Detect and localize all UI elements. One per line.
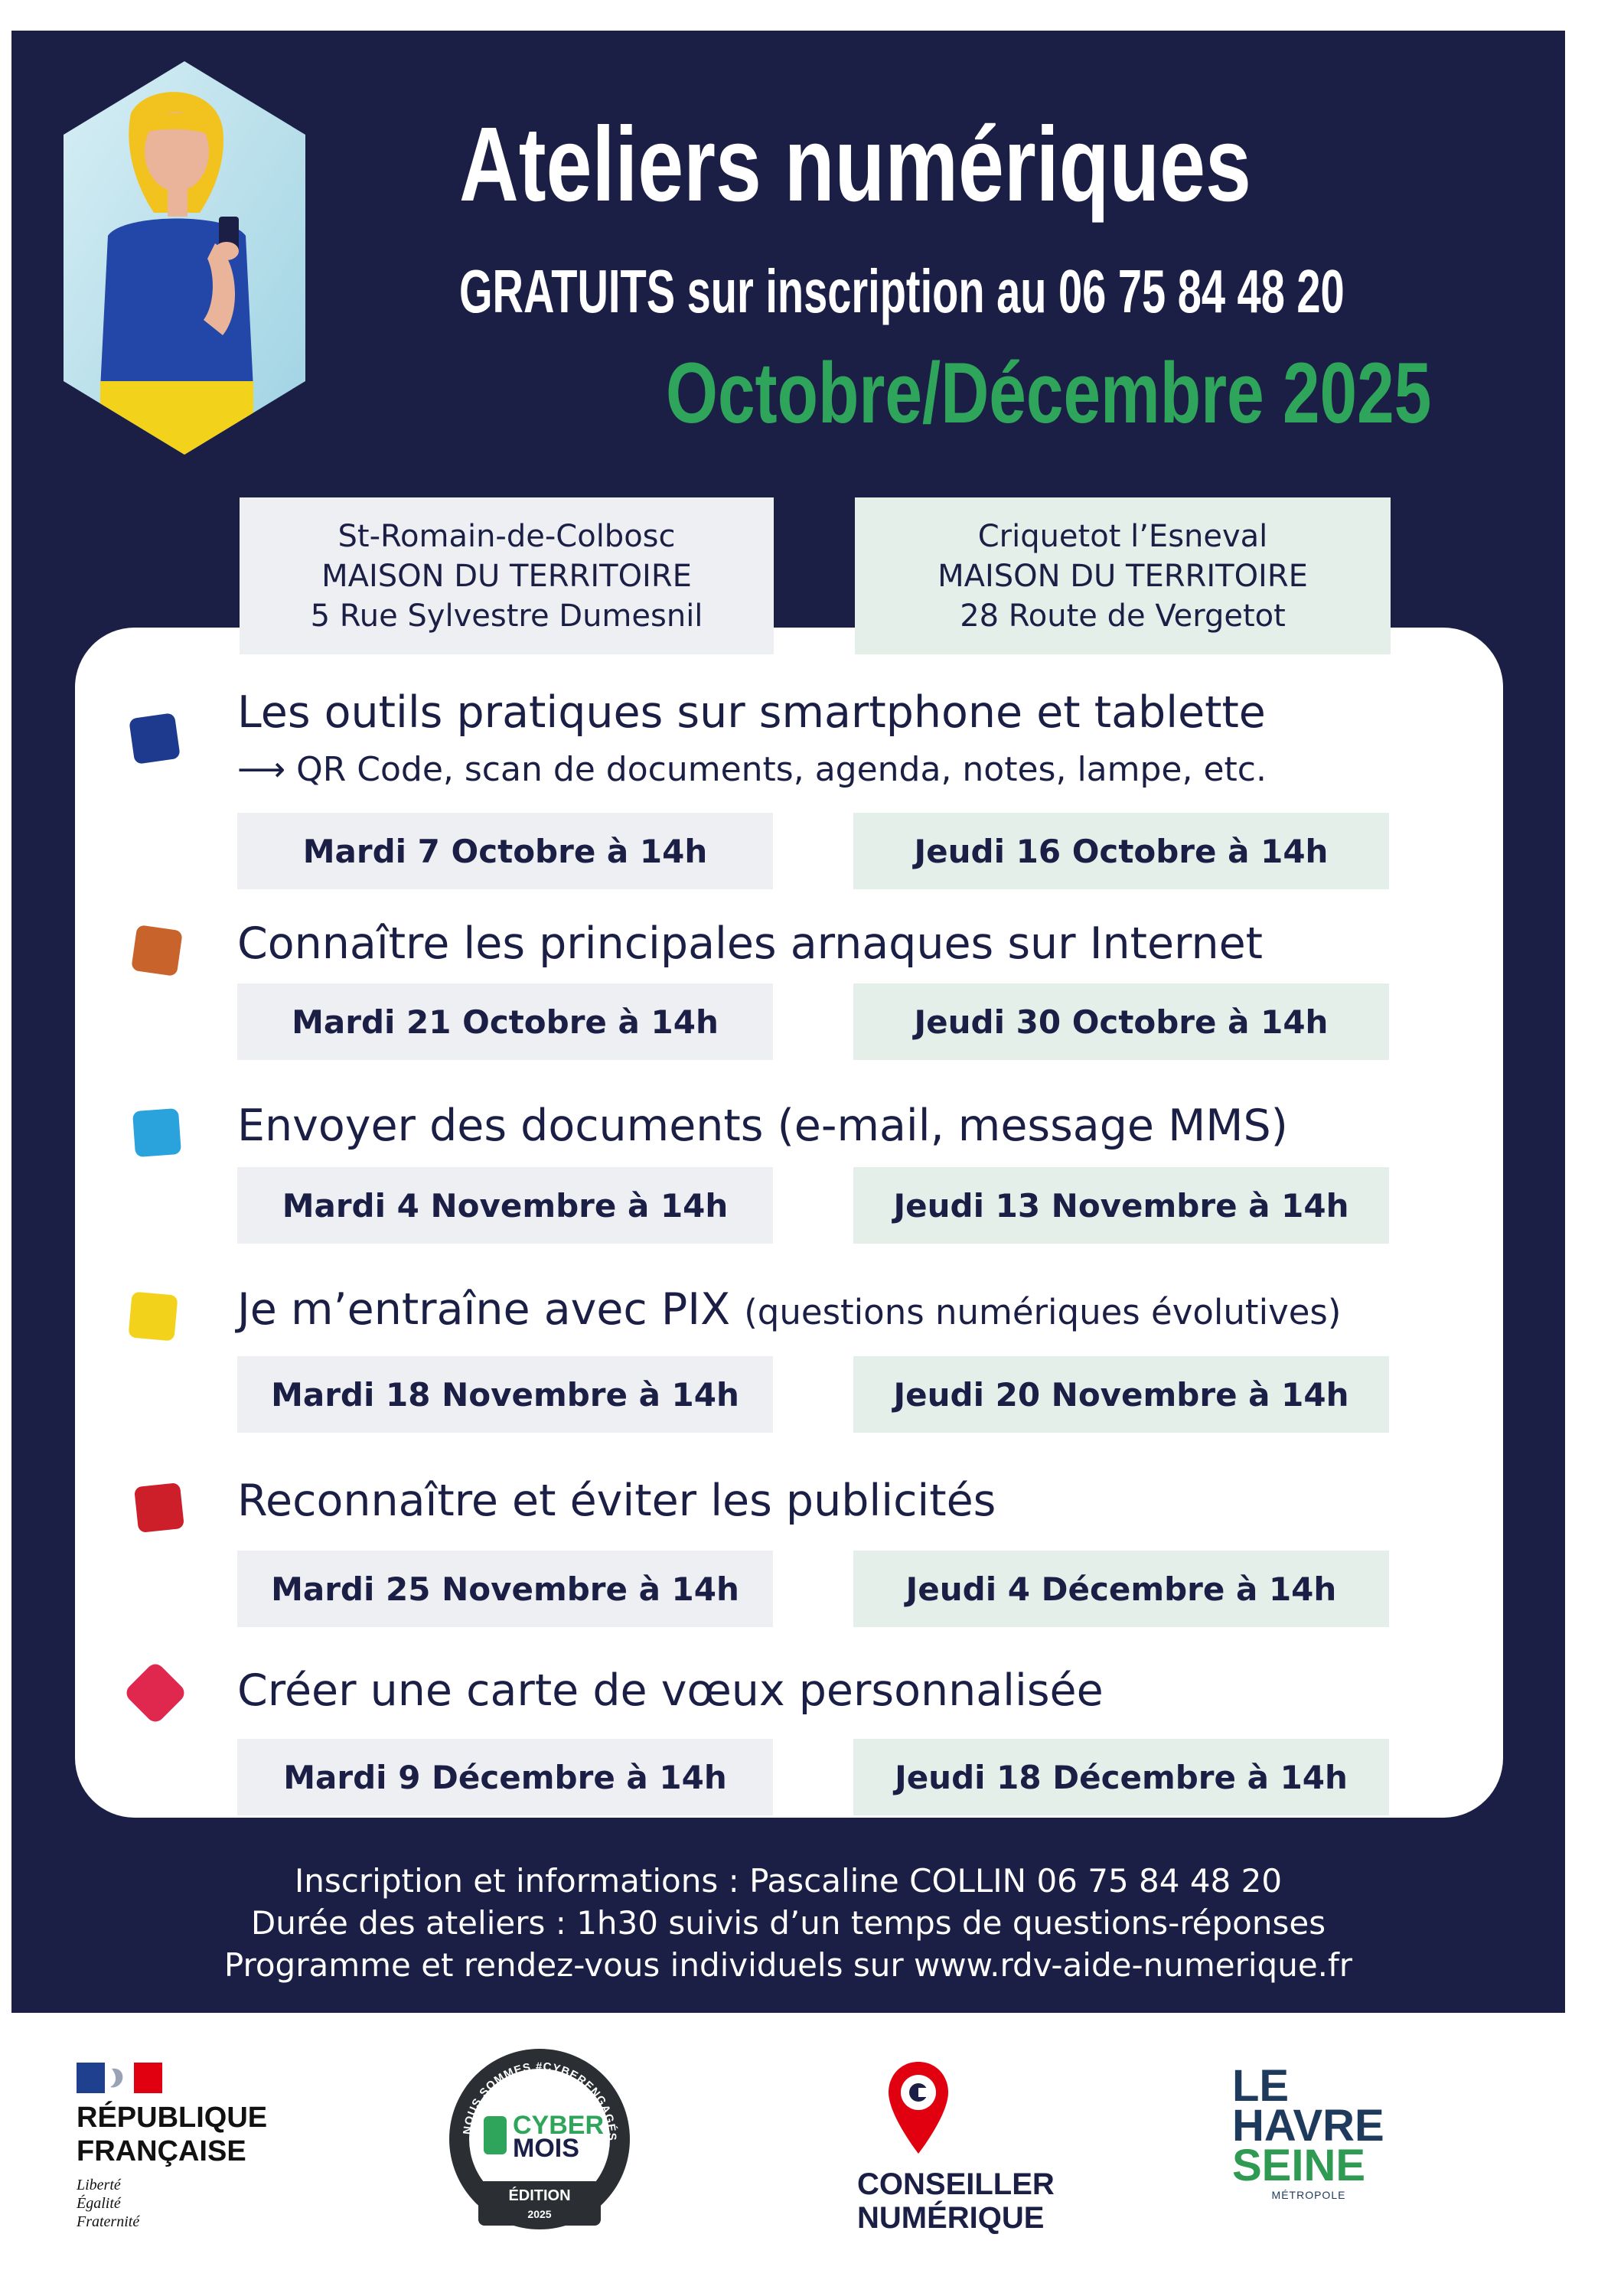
location-pin-icon (884, 2059, 953, 2158)
workshop-3-date-criquetot: Jeudi 13 Novembre à 14h (853, 1167, 1389, 1244)
location-town: St-Romain-de-Colbosc (338, 518, 676, 554)
lehavre-line4: MÉTROPOLE (1271, 2189, 1346, 2201)
footer-duration-line: Durée des ateliers : 1h30 suivis d’un temps de questions-réponses (250, 1904, 1326, 1942)
motto-fraternite: Fraternité (77, 2213, 140, 2230)
cybermois-badge-icon (444, 2043, 635, 2242)
marianne-flag-icon (77, 2063, 162, 2093)
workshop-3-title: Envoyer des documents (e-mail, message MMS) (237, 1101, 1288, 1151)
workshop-2-date-st-romain: Mardi 21 Octobre à 14h (237, 983, 773, 1060)
registration-phone-line: GRATUITS sur inscription au 06 75 84 48 20 (459, 257, 1345, 325)
le-havre-seine-metropole-logo (1232, 2061, 1439, 2242)
period-label: Octobre/Décembre 2025 (666, 345, 1432, 441)
republique-line2: FRANÇAISE (77, 2135, 246, 2167)
workshop-3-color-square-icon (132, 1108, 181, 1157)
location-address: 28 Route de Vergetot (960, 598, 1286, 634)
workshop-4-title (237, 1283, 1341, 1339)
location-box-criquetot (855, 497, 1391, 654)
footer-contact-line: Inscription et informations : Pascaline COLLIN 06 75 84 48 20 (294, 1862, 1283, 1900)
republique-line1: RÉPUBLIQUE (77, 2102, 268, 2134)
workshop-2-color-square-icon (131, 925, 183, 977)
lehavre-line2: HAVRE (1232, 2101, 1384, 2151)
workshop-2-title: Connaître les principales arnaques sur Internet (237, 918, 1264, 969)
workshop-2-date-criquetot: Jeudi 30 Octobre à 14h (853, 983, 1389, 1060)
location-box-st-romain (240, 497, 774, 654)
workshop-5-title: Reconnaître et éviter les publicités (237, 1476, 996, 1526)
footer-website-line: Programme et rendez-vous individuels sur www.rdv-aide-numerique.fr (223, 1946, 1353, 1984)
location-venue: MAISON DU TERRITOIRE (321, 558, 692, 594)
conseiller-numerique-logo (857, 2059, 1087, 2250)
lehavre-line1: LE (1232, 2061, 1290, 2111)
workshop-1-title: Les outils pratiques sur smartphone et tablette (237, 687, 1266, 738)
workshop-4-date-criquetot: Jeudi 20 Novembre à 14h (853, 1356, 1389, 1433)
cybermois-badge (444, 2043, 635, 2242)
workshop-1-detail: ⟶ QR Code, scan de documents, agenda, notes, lampe, etc. (237, 750, 1267, 789)
location-venue: MAISON DU TERRITOIRE (938, 558, 1308, 594)
conseiller-line2: NUMÉRIQUE (857, 2201, 1045, 2235)
cybermois-ring-text: NOUS SOMMES #CYBERENGAGÉS (461, 2060, 619, 2141)
workshop-4-color-square-icon (128, 1291, 178, 1341)
cybermois-cyber: CYBER (513, 2111, 605, 2140)
workshop-1-date-criquetot: Jeudi 16 Octobre à 14h (853, 813, 1389, 889)
conseiller-line1: CONSEILLER (857, 2167, 1055, 2201)
poster-title: Ateliers numériques (459, 106, 1251, 223)
woman-smartphone-illustration (61, 60, 308, 458)
workshop-4-title-main: Je m’entraîne avec PIX (237, 1284, 731, 1335)
workshop-6-title: Créer une carte de vœux personnalisée (237, 1665, 1104, 1716)
lehavre-wordmark (1232, 2061, 1385, 2190)
workshop-4-title-note: (questions numériques évolutives) (744, 1292, 1342, 1332)
location-town: Criquetot l’Esneval (977, 518, 1268, 554)
workshop-3-date-st-romain: Mardi 4 Novembre à 14h (237, 1167, 773, 1244)
location-address: 5 Rue Sylvestre Dumesnil (310, 598, 703, 634)
workshop-5-date-st-romain: Mardi 25 Novembre à 14h (237, 1551, 773, 1627)
motto-liberte: Liberté (77, 2177, 121, 2193)
lehavre-line3: SEINE (1232, 2141, 1366, 2190)
workshop-4-date-st-romain: Mardi 18 Novembre à 14h (237, 1356, 773, 1433)
workshop-5-color-square-icon (134, 1482, 184, 1533)
republique-francaise-logo (77, 2063, 291, 2254)
workshop-1-date-st-romain: Mardi 7 Octobre à 14h (237, 813, 773, 889)
workshop-5-date-criquetot: Jeudi 4 Décembre à 14h (853, 1551, 1389, 1627)
cybermois-year: 2025 (527, 2208, 552, 2220)
cybermois-mois: MOIS (513, 2134, 579, 2163)
workshop-6-date-st-romain: Mardi 9 Décembre à 14h (237, 1739, 773, 1815)
motto-egalite: Égalité (77, 2195, 121, 2212)
workshop-1-color-square-icon (129, 713, 181, 765)
workshop-6-date-criquetot: Jeudi 18 Décembre à 14h (853, 1739, 1389, 1815)
cybermois-edition: ÉDITION (508, 2187, 571, 2204)
